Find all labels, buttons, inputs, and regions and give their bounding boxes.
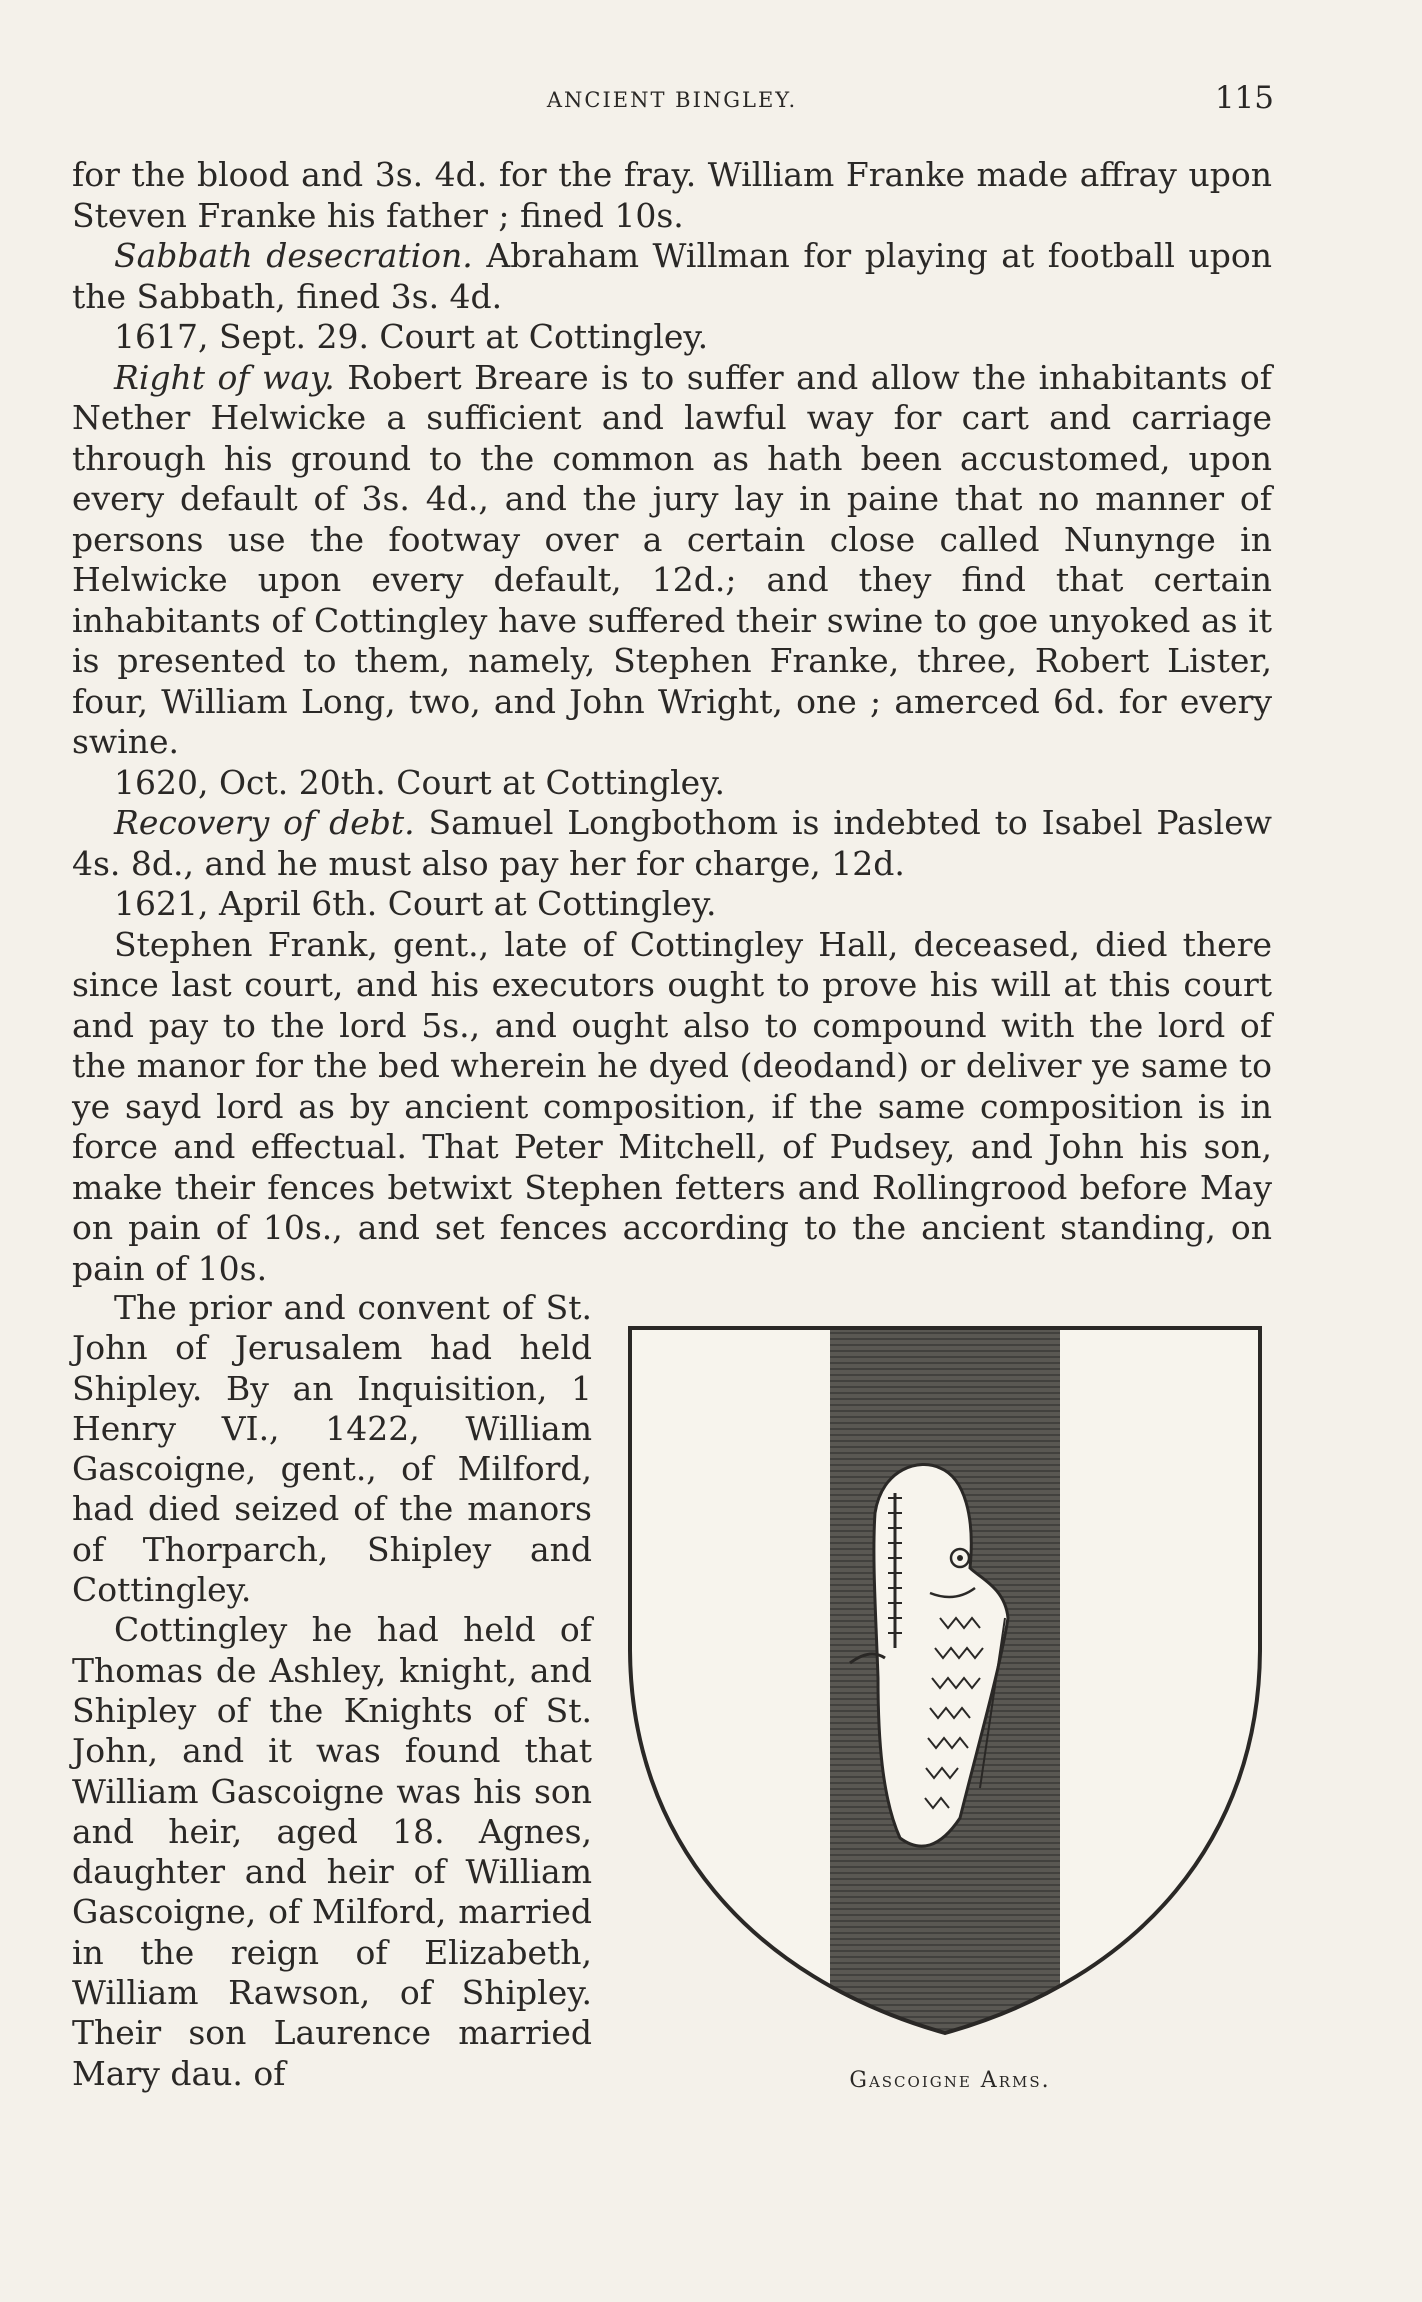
figure-caption: Gascoigne Arms. xyxy=(849,2068,1051,2093)
paragraph xyxy=(72,155,1272,236)
paragraph-text: Samuel Longbothom is indebted to Isabel Paslew 4s. 8d., and he must also pay her for charge, 12d. xyxy=(72,803,1272,883)
paragraph xyxy=(72,1288,592,1610)
main-text xyxy=(72,155,1272,1289)
paragraph-text: The prior and convent of St. John of Jerusalem had held Shipley. By an Inquisition, 1 Henry VI., 1422, William Gascoigne, gent., of Milford, had died seized of the manors of Thorparch, Shipley and Cottingley. xyxy=(72,1288,592,1610)
paragraph xyxy=(72,1610,592,2094)
paragraph-text: Cottingley he had held of Thomas de Ashley, knight, and Shipley of the Knights of St. John, and it was found that William Gascoigne was his son and heir, aged 18. Agnes, daughter and heir of William Gascoigne, of Milford, married in the reign of Elizabeth, William Rawson, of Shipley. Their son Laurence married Mary dau. of xyxy=(72,1610,592,2093)
paragraph xyxy=(72,925,1272,1290)
paragraph-text: Abraham Willman for playing at football upon the Sabbath, fined 3s. 4d. xyxy=(72,236,1272,316)
paragraph-text: Robert Breare is to suffer and allow the inhabitants of Nether Helwicke a sufficient and lawful way for cart and carriage through his ground to the common as hath been accustomed, upon every default of 3s. 4d., and the jury lay in paine that no manner of persons use the footway over a certain close called Nunynge in Helwicke upon every default, 12d.; and they find that certain inhabitants of Cottingley have suffered their swine to goe unyoked as it is presented to them, namely, Stephen Franke, three, Robert Lister, four, William Long, two, and John Wright, one ; amerced 6d. for every swine. xyxy=(72,357,1272,761)
page-header xyxy=(72,80,1272,120)
court-date-line xyxy=(72,763,1272,804)
wrapped-text-column xyxy=(72,1288,592,2094)
side-heading: Right of way. xyxy=(114,357,335,397)
gascoigne-arms-shield-image xyxy=(620,1318,1280,2058)
court-date-line xyxy=(72,884,1272,925)
page-number: 115 xyxy=(1214,80,1274,116)
paragraph-text: Stephen Frank, gent., late of Cottingley Hall, deceased, died there since last court, and his executors ought to prove his will at this court and pay to the lord 5s., and ought also to compound with the lord of the manor for the bed wherein he dyed (deodand) or deliver ye same to ye sayd lord as by ancient composition, if the same composition is in force and effectual. That Peter Mitchell, of Pudsey, and John his son, make their fences betwixt Stephen fetters and Rollingrood before May on pain of 10s., and set fences according to the ancient standing, on pain of 10s. xyxy=(72,924,1272,1288)
court-date-line xyxy=(72,317,1272,358)
paragraph-text: for the blood and 3s. 4d. for the fray. William Franke made affray upon Steven Franke his father ; fined 10s. xyxy=(72,155,1272,235)
paragraph xyxy=(72,236,1272,317)
paragraph-text: 1620, Oct. 20th. Court at Cottingley. xyxy=(114,762,725,802)
paragraph-text: 1617, Sept. 29. Court at Cottingley. xyxy=(114,317,709,356)
paragraph xyxy=(72,358,1272,763)
side-heading: Recovery of debt. xyxy=(114,803,415,842)
paragraph xyxy=(72,803,1272,884)
running-title: ANCIENT BINGLEY. xyxy=(546,88,798,112)
coat-of-arms-figure xyxy=(620,1318,1280,2098)
paragraph-text: 1621, April 6th. Court at Cottingley. xyxy=(114,884,717,923)
side-heading: Sabbath desecration. xyxy=(114,236,473,275)
